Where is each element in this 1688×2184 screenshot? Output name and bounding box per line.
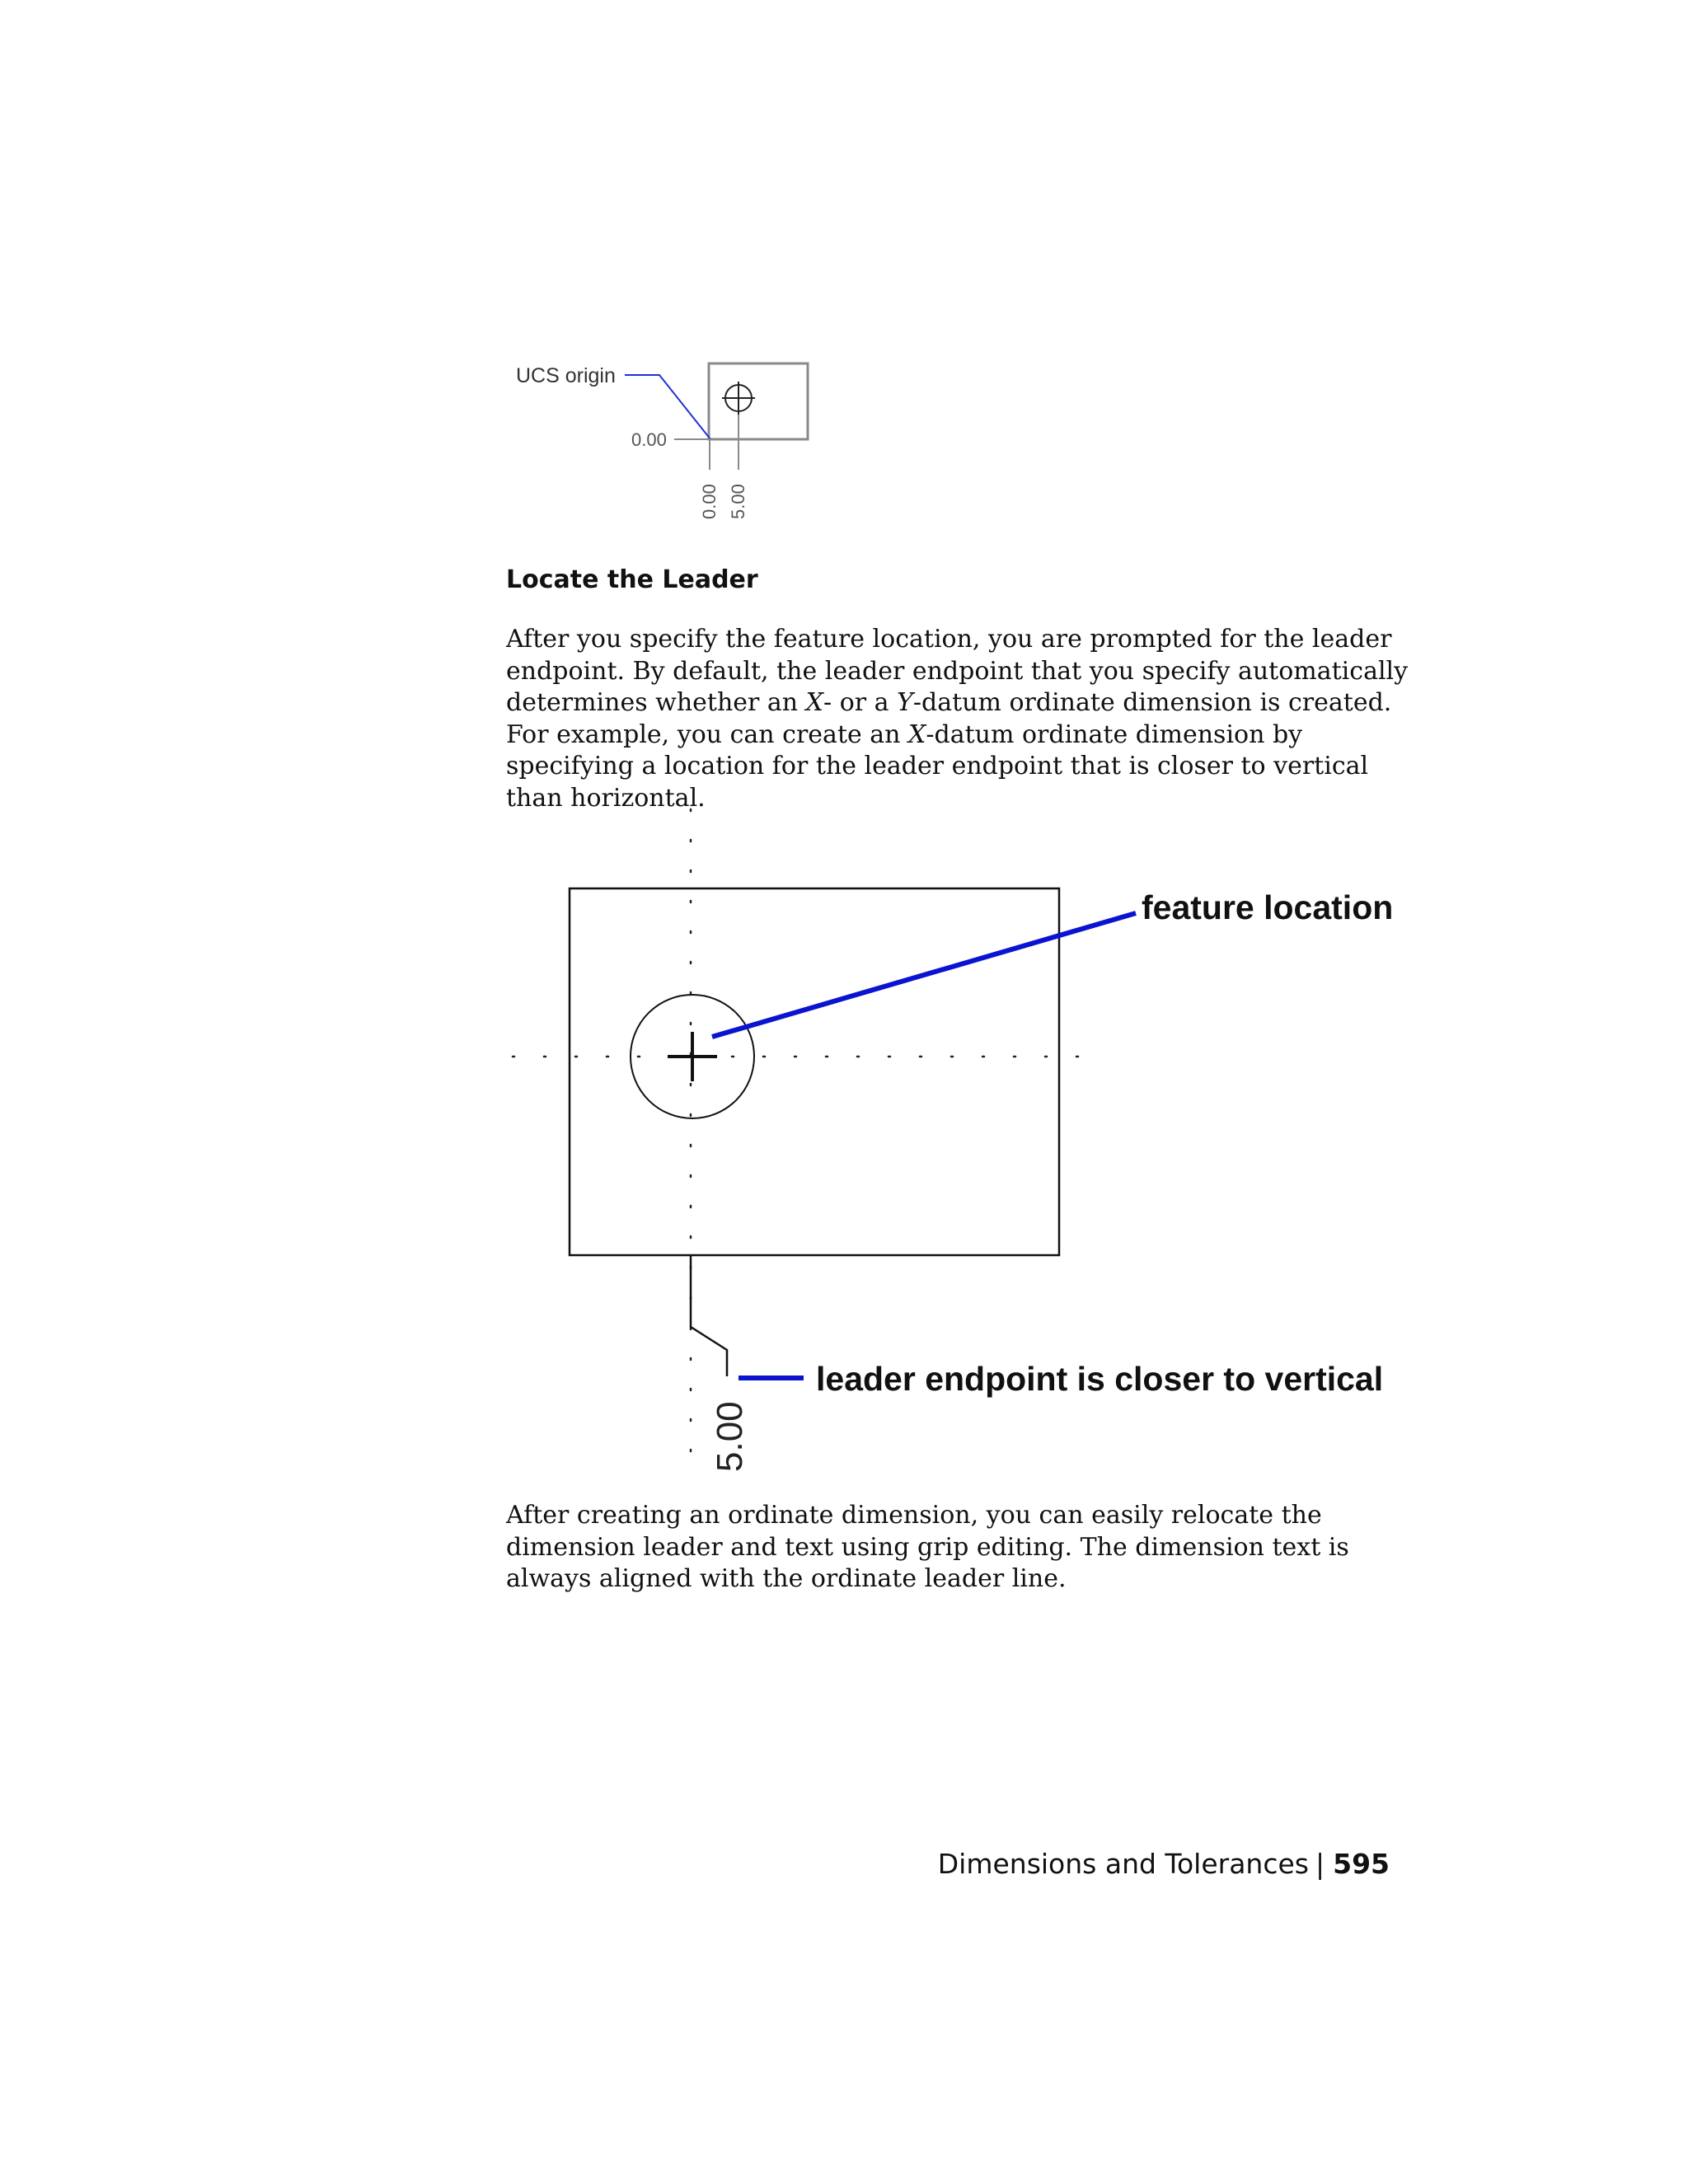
leader-endpoint-diagram (495, 799, 1426, 1475)
feature-location-callout-line (712, 913, 1136, 1037)
ucs-origin-label: UCS origin (516, 364, 616, 387)
para1-text-d: -datum ordinate dimension by specifying a location for the leader endpoint that is closer to vertical than horizontal. (506, 719, 1369, 813)
leader-endpoint-label: leader endpoint is closer to vertical (816, 1360, 1384, 1398)
x-zero-label: 0.00 (631, 429, 667, 450)
body-paragraph-1 (506, 624, 1421, 814)
dimension-value-label: 5.00 (710, 1401, 750, 1472)
page-footer (938, 1848, 1390, 1880)
ucs-origin-figure (495, 346, 841, 527)
body-paragraph-2: After creating an ordinate dimension, you can easily relocate the dimension leader and text using grip editing. The dimension text is always aligned with the ordinate leader line. (506, 1501, 1349, 1593)
para1-italic-x2: X (908, 719, 926, 749)
section-heading: Locate the Leader (506, 565, 758, 594)
part-outline (570, 888, 1059, 1255)
y-five-label: 5.00 (728, 484, 748, 519)
footer-separator: | (1315, 1848, 1325, 1880)
para1-italic-y: Y (897, 688, 913, 717)
ucs-origin-diagram (495, 346, 841, 527)
y-zero-label: 0.00 (699, 484, 720, 519)
page-number: 595 (1333, 1848, 1390, 1880)
footer-chapter-title: Dimensions and Tolerances (937, 1848, 1309, 1880)
para1-italic-x: X (805, 688, 824, 717)
part-outline (709, 363, 808, 439)
ordinate-leader (691, 1255, 727, 1376)
para1-text-c: -datum ordinate dimension is created. For example, you can create an (506, 688, 1392, 749)
para1-text-b: - or a (823, 688, 898, 717)
para1-text-a: After you specify the feature location, you are prompted for the leader endpoint. By default, the leader endpoint that you specify automatically determines whether an (506, 625, 1409, 717)
leader-endpoint-figure (495, 799, 1426, 1475)
feature-location-label: feature location (1142, 888, 1394, 926)
